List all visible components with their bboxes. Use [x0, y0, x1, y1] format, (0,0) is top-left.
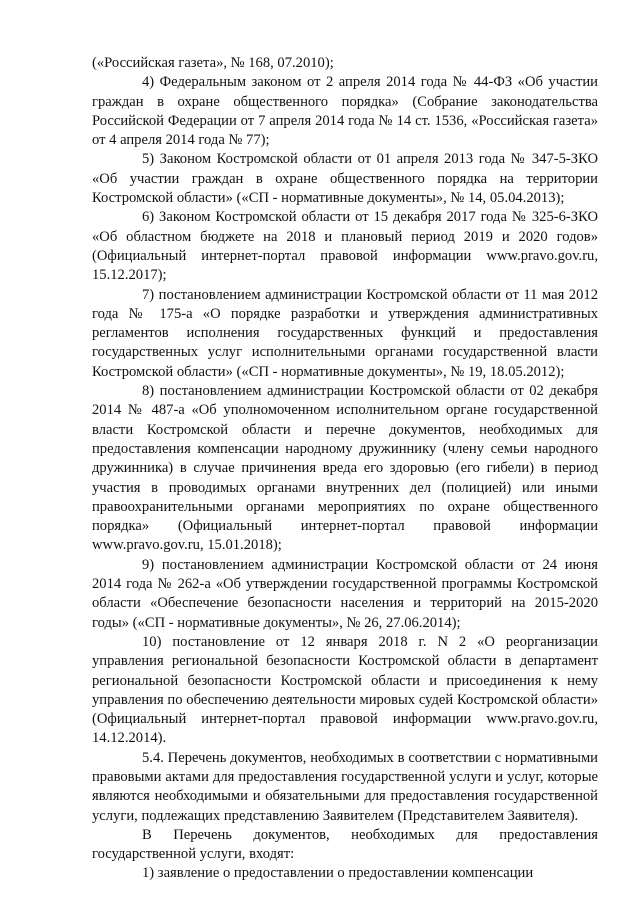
paragraph-2: 4) Федеральным законом от 2 апреля 2014 года № 44-ФЗ «Об участии граждан в охране общественного порядка» (Собрание законодательства Российской Федерации от 7 апреля 2014 года № 14 ст. 1536, «Российская газета» от 4 апреля 2014 года № 77); — [92, 74, 598, 149]
paragraph-7: 9) постановлением администрации Костромской области от 24 июня 2014 года № 262-а «Об утверждении государственной программы Костромской области «Обеспечение безопасности населения и территорий на 2015-2020 годы» («СП - нормативные документы», № 26, 27.06.2014); — [92, 556, 598, 631]
paragraph-5: 7) постановлением администрации Костромской области от 11 мая 2012 года № 175-а «О порядке разработки и утверждения административных регламентов исполнения государственных функций и предоставления государственных услуг исполнительными органами государственной власти Костромской области» («СП - нормативные документы», № 19, 18.05.2012); — [92, 286, 598, 380]
paragraph-6: 8) постановлением администрации Костромской области от 02 декабря 2014 № 487-а «Об уполномоченном исполнительном органе государственной власти Костромской области и перечне документов, необходимых для предоставления компенсации народному дружиннику (члену семьи народного дружинника) в случае причинения вреда его здоровью (его гибели) в период участия в проводимых органами внутренних дел (полицией) или иными правоохранительными органами мероприятиях по охране общественного порядка» (Официальный интернет-портал правовой информации www.pravo.gov.ru, 15.01.2018); — [92, 383, 598, 554]
paragraph-9: 5.4. Перечень документов, необходимых в соответствии с нормативными правовыми актами для предоставления государственной услуги и услуг, которые являются необходимыми и обязательными для предоставления государственной услуги, подлежащих представлению Заявителем (Представителем Заявителя). — [92, 749, 598, 824]
paragraph-11: 1) заявление о предоставлении о предоставлении компенсации — [142, 865, 534, 882]
paragraph-3: 5) Законом Костромской области от 01 апреля 2013 года № 347-5-ЗКО «Об участии граждан в охране общественного порядка на территории Костромской области» («СП - нормативные документы», № 14, 05.04.2013); — [92, 151, 598, 207]
paragraph-1: («Российская газета», № 168, 07.2010); — [92, 55, 334, 71]
paragraph-4: 6) Законом Костромской области от 15 декабря 2017 года № 325-6-ЗКО «Об областном бюджете на 2018 и плановый период 2019 и 2020 годов» (Официальный интернет-портал правовой информации www.pravo.gov.ru, 15.12.2017); — [92, 209, 598, 284]
paragraph-8: 10) постановление от 12 января 2018 г. N 2 «О реорганизации управления региональной безопасности Костромской области в департамент региональной безопасности Костромской области и присоединения к нему управления по обеспечению деятельности мировых судей Костромской области» (Официальный интернет-портал правовой информации www.pravo.gov.ru, 14.12.2014). — [92, 633, 598, 747]
paragraph-10: В Перечень документов, необходимых для предоставления государственной услуги, входят: — [92, 826, 598, 863]
